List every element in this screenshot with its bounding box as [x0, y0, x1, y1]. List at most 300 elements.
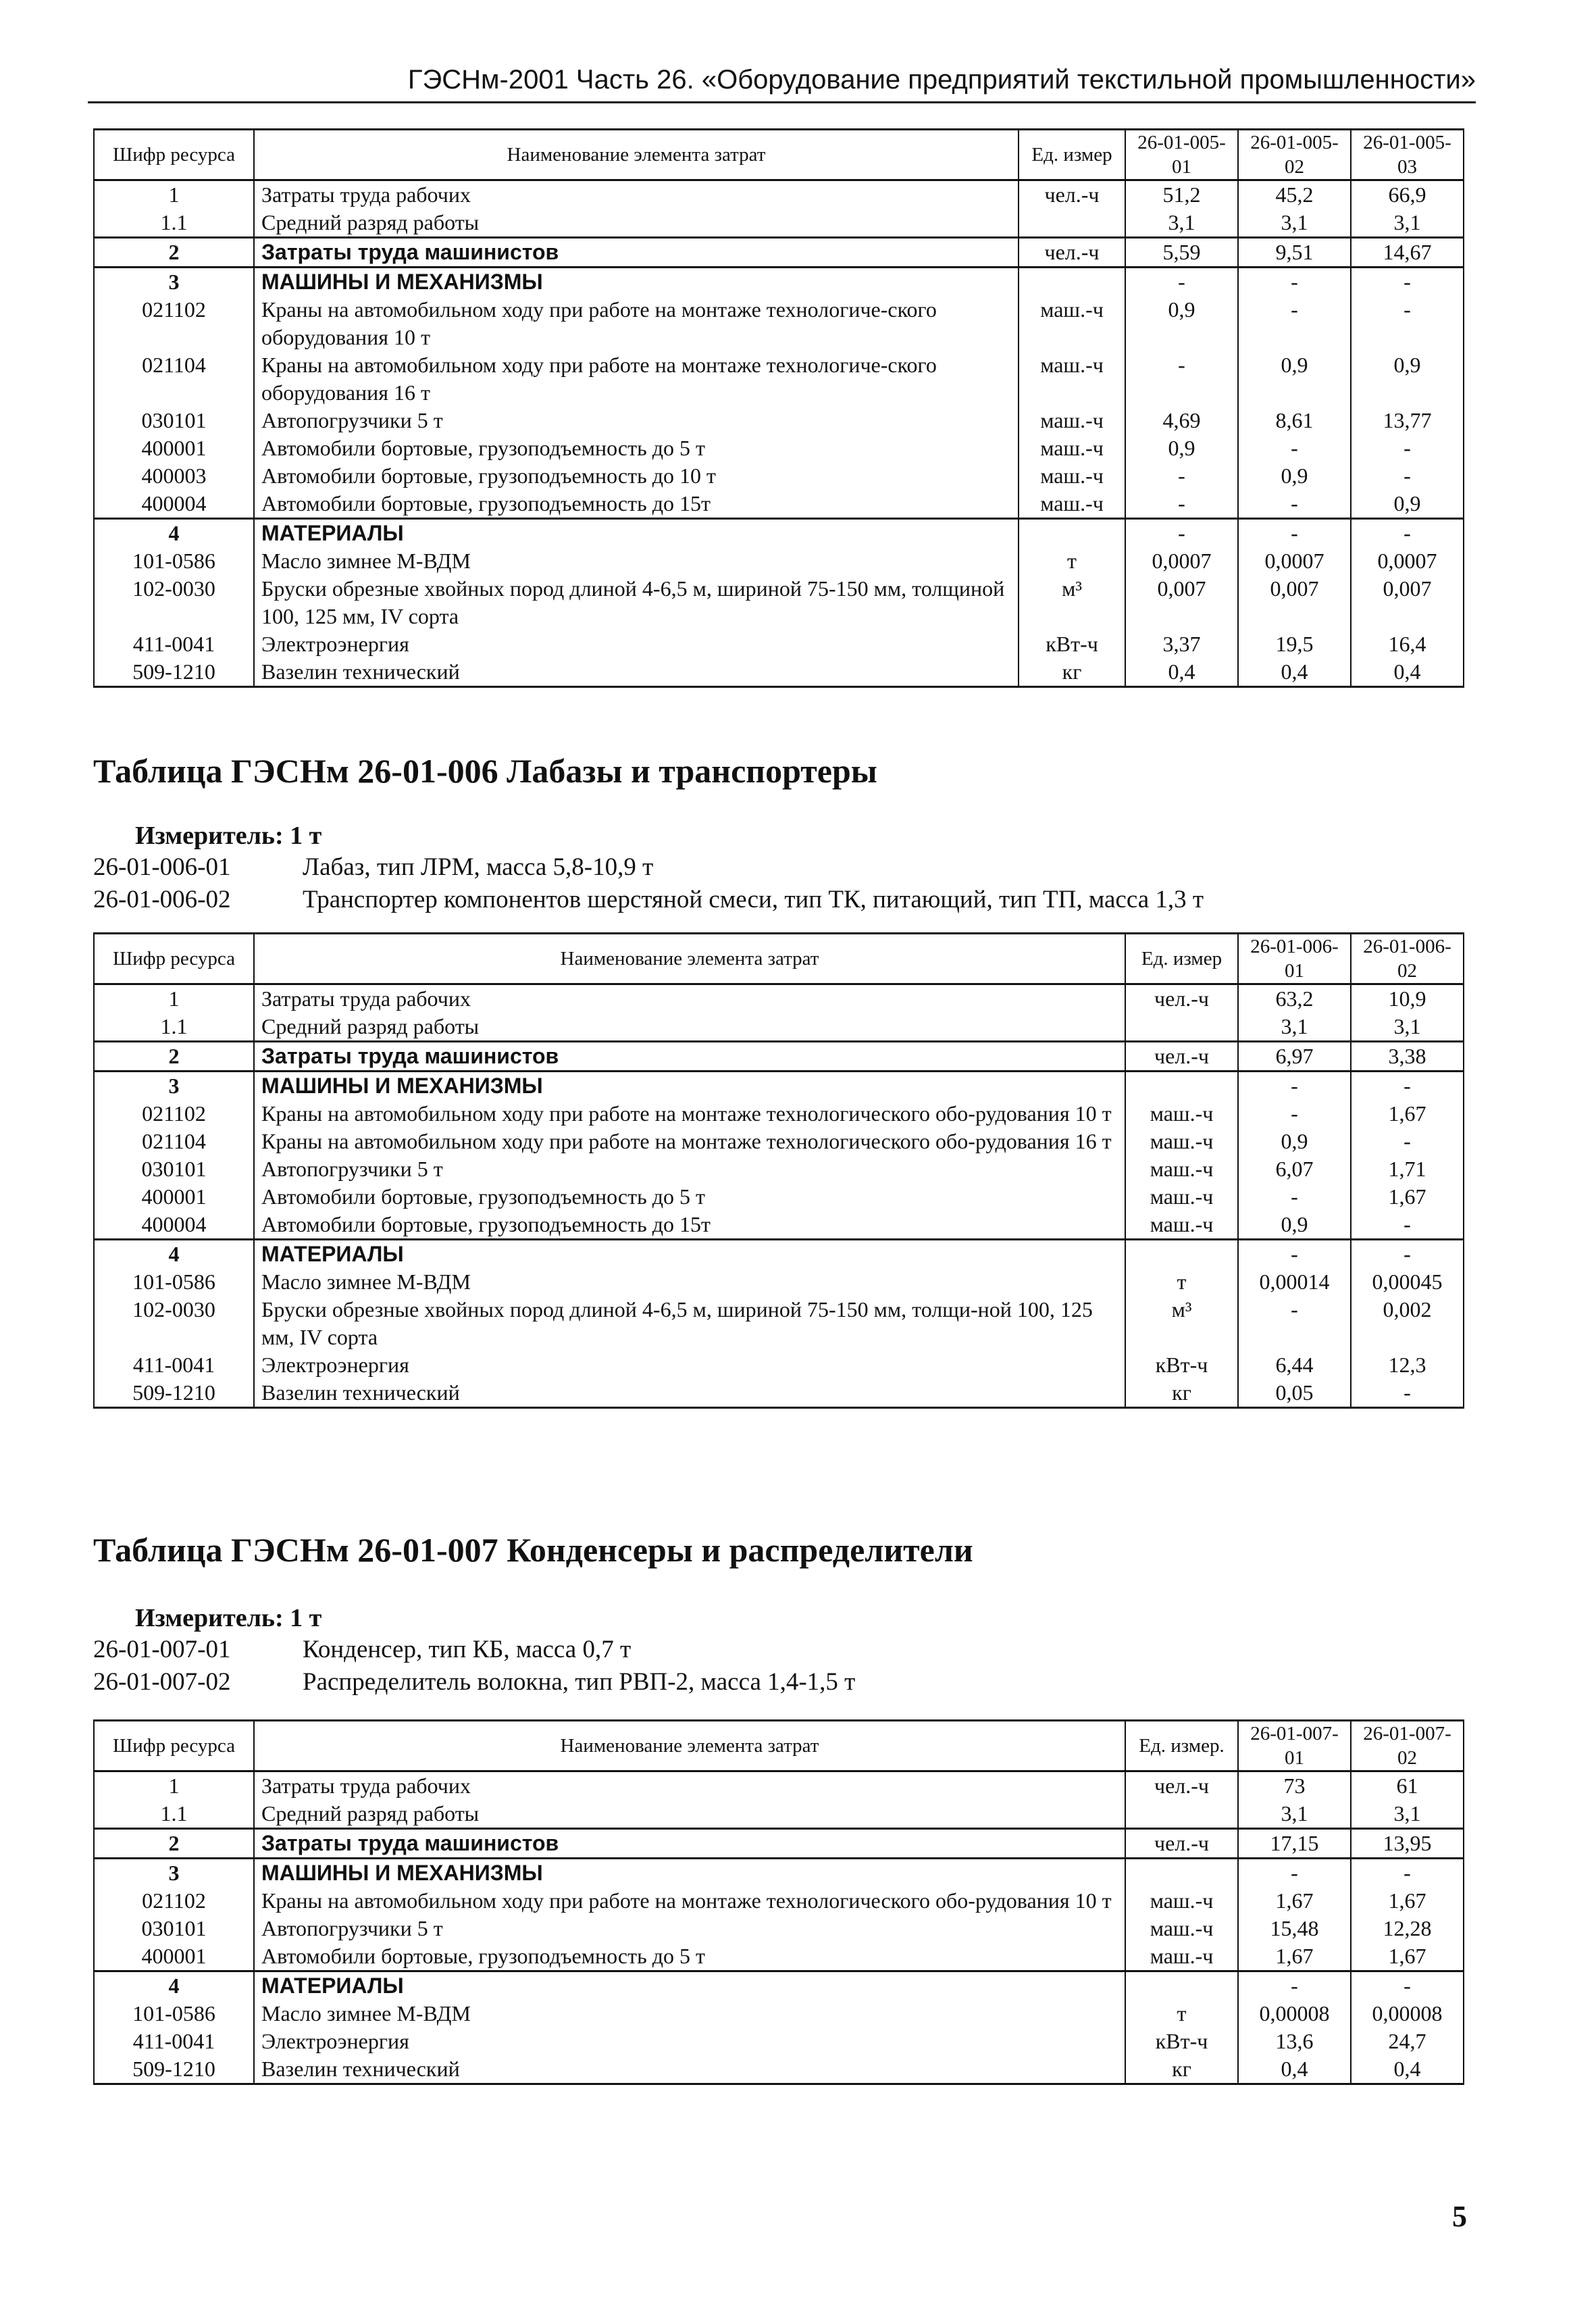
cell-value: 1,67	[1351, 1183, 1464, 1211]
cell-value: 1,67	[1238, 1942, 1351, 1971]
cell-unit: чел.-ч	[1125, 1042, 1238, 1072]
cell-code: 400001	[94, 434, 254, 462]
cell-name: МАШИНЫ И МЕХАНИЗМЫ	[254, 1859, 1125, 1888]
cell-unit: кг	[1019, 658, 1125, 687]
cell-value: 0,00014	[1238, 1268, 1351, 1296]
cell-name: Средний разряд работы	[254, 1013, 1125, 1042]
cell-code: 400001	[94, 1942, 254, 1971]
cell-unit: чел.-ч	[1125, 1829, 1238, 1859]
cell-name: Электроэнергия	[254, 2028, 1125, 2055]
meter-006	[135, 821, 321, 851]
table-row	[94, 1155, 1464, 1183]
cell-value: 17,15	[1238, 1829, 1351, 1859]
cell-unit	[1125, 1240, 1238, 1269]
table-title-006: Таблица ГЭСНм 26-01-006 Лабазы и транспортеры	[93, 752, 877, 790]
cell-unit: чел.-ч	[1019, 238, 1125, 268]
cell-code: 400004	[94, 1211, 254, 1240]
table-header-row	[94, 1721, 1464, 1771]
cell-name: Автомобили бортовые, грузоподъемность до 5 т	[254, 1942, 1125, 1971]
resource-table-005	[93, 128, 1464, 688]
resource-table-006	[93, 932, 1464, 1409]
cell-value: -	[1351, 462, 1464, 490]
table-row	[94, 238, 1464, 268]
cell-code: 021102	[94, 1100, 254, 1128]
cell-value: 3,1	[1238, 209, 1351, 238]
cell-value: 0,00008	[1238, 2000, 1351, 2028]
cell-value: 12,3	[1351, 1351, 1464, 1379]
cell-value: 1,67	[1351, 1942, 1464, 1971]
table-row	[94, 180, 1464, 209]
cell-value: 73	[1238, 1771, 1351, 1801]
cell-unit: кг	[1125, 1379, 1238, 1408]
cell-value: -	[1238, 490, 1351, 519]
table-row	[94, 630, 1464, 658]
col-header-name: Наименование элемента затрат	[254, 1721, 1125, 1771]
cell-value: 1,67	[1238, 1887, 1351, 1915]
cell-value: 4,69	[1125, 407, 1238, 434]
cell-unit: маш.-ч	[1125, 1887, 1238, 1915]
table-row	[94, 1268, 1464, 1296]
table-row	[94, 1211, 1464, 1240]
col-header-norm: 26-01-006-01	[1238, 934, 1351, 984]
cell-value: 6,97	[1238, 1042, 1351, 1072]
cell-unit: маш.-ч	[1125, 1128, 1238, 1155]
cell-value: 0,4	[1351, 658, 1464, 687]
cell-value: 51,2	[1125, 180, 1238, 209]
cell-code: 1.1	[94, 209, 254, 238]
cell-name: Средний разряд работы	[254, 1800, 1125, 1829]
cell-code: 030101	[94, 407, 254, 434]
table-row	[94, 1042, 1464, 1072]
cell-value: -	[1351, 1128, 1464, 1155]
cell-value: -	[1351, 434, 1464, 462]
cell-value: -	[1125, 268, 1238, 297]
cell-name: Автомобили бортовые, грузоподъемность до 5 т	[254, 1183, 1125, 1211]
cell-value: 6,07	[1238, 1155, 1351, 1183]
cell-code: 1.1	[94, 1800, 254, 1829]
cell-code: 3	[94, 1859, 254, 1888]
cell-name: Автомобили бортовые, грузоподъемность до 10 т	[254, 462, 1019, 490]
cell-value: 0,0007	[1238, 547, 1351, 575]
cell-value: -	[1351, 519, 1464, 548]
cell-name: Краны на автомобильном ходу при работе на монтаже технологического обо-рудования 16 т	[254, 1128, 1125, 1155]
table-row	[94, 1829, 1464, 1859]
cell-code: 102-0030	[94, 1296, 254, 1351]
cell-value: -	[1238, 296, 1351, 351]
cell-value: -	[1351, 296, 1464, 351]
cell-name: Вазелин технический	[254, 658, 1019, 687]
col-header-name: Наименование элемента затрат	[254, 130, 1019, 180]
cell-value: 13,95	[1351, 1829, 1464, 1859]
cell-name: МАТЕРИАЛЫ	[254, 1971, 1125, 2001]
cell-value: 24,7	[1351, 2028, 1464, 2055]
cell-unit: чел.-ч	[1125, 1771, 1238, 1801]
resource-table-007	[93, 1719, 1464, 2085]
cell-unit: маш.-ч	[1019, 407, 1125, 434]
cell-value: -	[1238, 1971, 1351, 2001]
col-header-unit: Ед. измер	[1125, 934, 1238, 984]
cell-unit	[1125, 1013, 1238, 1042]
cell-code: 030101	[94, 1915, 254, 1942]
col-header-unit: Ед. измер.	[1125, 1721, 1238, 1771]
cell-value: 0,4	[1238, 2055, 1351, 2084]
col-header-code: Шифр ресурса	[94, 130, 254, 180]
cell-value: 0,007	[1125, 575, 1238, 630]
cell-name: Автопогрузчики 5 т	[254, 1915, 1125, 1942]
table-row	[94, 1183, 1464, 1211]
cell-unit	[1019, 209, 1125, 238]
table-row	[94, 1887, 1464, 1915]
cell-name: Затраты труда рабочих	[254, 1771, 1125, 1801]
cell-value: -	[1238, 1183, 1351, 1211]
table-row	[94, 1240, 1464, 1269]
cell-value: 3,1	[1238, 1800, 1351, 1829]
cell-unit	[1019, 268, 1125, 297]
cell-unit: маш.-ч	[1125, 1183, 1238, 1211]
cell-value: 13,6	[1238, 2028, 1351, 2055]
cell-value: -	[1351, 268, 1464, 297]
cell-unit	[1125, 1800, 1238, 1829]
cell-name: Электроэнергия	[254, 1351, 1125, 1379]
cell-name: Автомобили бортовые, грузоподъемность до 15т	[254, 1211, 1125, 1240]
cell-code: 509-1210	[94, 1379, 254, 1408]
cell-value: 0,9	[1125, 434, 1238, 462]
cell-name: МАШИНЫ И МЕХАНИЗМЫ	[254, 1072, 1125, 1101]
cell-name: Бруски обрезные хвойных пород длиной 4-6,5 м, шириной 75-150 мм, толщи-ной 100, 125 мм, IV сорта	[254, 1296, 1125, 1351]
cell-value: 0,00008	[1351, 2000, 1464, 2028]
col-header-norm: 26-01-007-01	[1238, 1721, 1351, 1771]
cell-value: 3,1	[1351, 1800, 1464, 1829]
col-header-name: Наименование элемента затрат	[254, 934, 1125, 984]
cell-value: 3,37	[1125, 630, 1238, 658]
cell-name: Краны на автомобильном ходу при работе на монтаже технологиче-ского оборудования 10 т	[254, 296, 1019, 351]
cell-code: 2	[94, 238, 254, 268]
cell-value: 0,0007	[1125, 547, 1238, 575]
cell-unit: т	[1125, 2000, 1238, 2028]
cell-value: 0,9	[1125, 296, 1238, 351]
norm-item	[93, 1667, 855, 1696]
meter-value: 1 т	[290, 822, 322, 850]
cell-name: Вазелин технический	[254, 1379, 1125, 1408]
norm-text: Лабаз, тип ЛРМ, масса 5,8-10,9 т	[303, 853, 654, 881]
cell-value: 0,9	[1238, 1128, 1351, 1155]
table-header-row	[94, 934, 1464, 984]
norm-text: Конденсер, тип КБ, масса 0,7 т	[303, 1636, 632, 1663]
table-row	[94, 1800, 1464, 1829]
meter-value: 1 т	[290, 1604, 322, 1632]
cell-unit: маш.-ч	[1125, 1155, 1238, 1183]
col-header-unit: Ед. измер	[1019, 130, 1125, 180]
cell-code: 021104	[94, 351, 254, 407]
cell-value: 3,1	[1238, 1013, 1351, 1042]
cell-code: 030101	[94, 1155, 254, 1183]
page-number: 5	[1452, 2200, 1467, 2233]
cell-value: 10,9	[1351, 984, 1464, 1013]
cell-value: -	[1125, 462, 1238, 490]
cell-code: 509-1210	[94, 658, 254, 687]
cell-name: Автомобили бортовые, грузоподъемность до 5 т	[254, 434, 1019, 462]
cell-value: -	[1238, 1859, 1351, 1888]
cell-value: 0,9	[1351, 490, 1464, 519]
cell-value: -	[1351, 1240, 1464, 1269]
cell-code: 411-0041	[94, 1351, 254, 1379]
cell-value: 66,9	[1351, 180, 1464, 209]
cell-unit: м³	[1019, 575, 1125, 630]
cell-name: Электроэнергия	[254, 630, 1019, 658]
table-header-row	[94, 130, 1464, 180]
cell-unit: маш.-ч	[1019, 351, 1125, 407]
norm-code: 26-01-006-01	[93, 853, 231, 881]
col-header-code: Шифр ресурса	[94, 1721, 254, 1771]
cell-value: 3,1	[1351, 209, 1464, 238]
cell-unit	[1019, 519, 1125, 548]
table-row	[94, 658, 1464, 687]
table-row	[94, 209, 1464, 238]
cell-unit: кВт-ч	[1125, 1351, 1238, 1379]
table-row	[94, 351, 1464, 407]
cell-code: 3	[94, 268, 254, 297]
cell-value: 9,51	[1238, 238, 1351, 268]
col-header-norm: 26-01-007-02	[1351, 1721, 1464, 1771]
table-row	[94, 547, 1464, 575]
page-header: ГЭСНм-2001 Часть 26. «Оборудование предприятий текстильной промышленности»	[407, 65, 1476, 95]
cell-unit	[1125, 1971, 1238, 2001]
cell-code: 4	[94, 1971, 254, 2001]
table-row	[94, 1351, 1464, 1379]
cell-value: -	[1351, 1211, 1464, 1240]
col-header-norm: 26-01-005-03	[1351, 130, 1464, 180]
table-row	[94, 1379, 1464, 1408]
cell-unit: маш.-ч	[1125, 1942, 1238, 1971]
cell-value: -	[1238, 1072, 1351, 1101]
cell-value: 1,67	[1351, 1887, 1464, 1915]
cell-name: Затраты труда машинистов	[254, 1829, 1125, 1859]
table-row	[94, 1072, 1464, 1101]
cell-name: Краны на автомобильном ходу при работе на монтаже технологиче-ского оборудования 16 т	[254, 351, 1019, 407]
cell-value: 15,48	[1238, 1915, 1351, 1942]
cell-unit: маш.-ч	[1125, 1211, 1238, 1240]
cell-value: -	[1351, 1072, 1464, 1101]
cell-unit: кВт-ч	[1019, 630, 1125, 658]
cell-name: МАТЕРИАЛЫ	[254, 1240, 1125, 1269]
cell-code: 021104	[94, 1128, 254, 1155]
norm-text: Транспортер компонентов шерстяной смеси, тип ТК, питающий, тип ТП, масса 1,3 т	[303, 886, 1204, 913]
cell-value: 0,4	[1125, 658, 1238, 687]
cell-name: Масло зимнее М-ВДМ	[254, 547, 1019, 575]
cell-value: 0,00045	[1351, 1268, 1464, 1296]
cell-value: 3,38	[1351, 1042, 1464, 1072]
cell-name: Затраты труда рабочих	[254, 984, 1125, 1013]
cell-value: 3,1	[1351, 1013, 1464, 1042]
cell-name: Затраты труда рабочих	[254, 180, 1019, 209]
cell-unit: маш.-ч	[1125, 1915, 1238, 1942]
cell-code: 4	[94, 519, 254, 548]
cell-name: Масло зимнее М-ВДМ	[254, 2000, 1125, 2028]
table-row	[94, 296, 1464, 351]
cell-value: -	[1238, 1240, 1351, 1269]
cell-unit: кг	[1125, 2055, 1238, 2084]
meter-label: Измеритель:	[135, 822, 284, 850]
norm-item	[93, 1635, 631, 1664]
cell-unit: т	[1125, 1268, 1238, 1296]
col-header-norm: 26-01-005-02	[1238, 130, 1351, 180]
table-row	[94, 1915, 1464, 1942]
cell-unit: кВт-ч	[1125, 2028, 1238, 2055]
meter-007	[135, 1603, 321, 1633]
cell-value: -	[1125, 490, 1238, 519]
table-row	[94, 2028, 1464, 2055]
cell-value: -	[1238, 1296, 1351, 1351]
cell-unit: маш.-ч	[1019, 490, 1125, 519]
cell-name: Краны на автомобильном ходу при работе на монтаже технологического обо-рудования 10 т	[254, 1887, 1125, 1915]
cell-value: 0,002	[1351, 1296, 1464, 1351]
cell-value: -	[1238, 1100, 1351, 1128]
cell-name: Бруски обрезные хвойных пород длиной 4-6,5 м, шириной 75-150 мм, толщиной 100, 125 мм, IV сорта	[254, 575, 1019, 630]
cell-value: -	[1351, 1971, 1464, 2001]
cell-unit: маш.-ч	[1019, 296, 1125, 351]
cell-value: 19,5	[1238, 630, 1351, 658]
cell-name: Вазелин технический	[254, 2055, 1125, 2084]
cell-value: 0,4	[1351, 2055, 1464, 2084]
norm-text: Распределитель волокна, тип РВП-2, масса 1,4-1,5 т	[303, 1668, 856, 1696]
cell-value: 5,59	[1125, 238, 1238, 268]
table-row	[94, 1100, 1464, 1128]
cell-value: 0,05	[1238, 1379, 1351, 1408]
cell-value: -	[1238, 434, 1351, 462]
cell-name: Автомобили бортовые, грузоподъемность до 15т	[254, 490, 1019, 519]
cell-code: 101-0586	[94, 547, 254, 575]
cell-unit	[1125, 1859, 1238, 1888]
cell-value: 14,67	[1351, 238, 1464, 268]
cell-value: 12,28	[1351, 1915, 1464, 1942]
cell-name: Затраты труда машинистов	[254, 1042, 1125, 1072]
cell-code: 411-0041	[94, 630, 254, 658]
cell-value: -	[1238, 268, 1351, 297]
table-row	[94, 1859, 1464, 1888]
table-row	[94, 1013, 1464, 1042]
norm-item	[93, 885, 1204, 914]
table-row	[94, 2000, 1464, 2028]
cell-value: -	[1125, 519, 1238, 548]
cell-unit	[1125, 1072, 1238, 1101]
cell-code: 4	[94, 1240, 254, 1269]
cell-code: 2	[94, 1042, 254, 1072]
table-row	[94, 268, 1464, 297]
cell-name: Автопогрузчики 5 т	[254, 407, 1019, 434]
cell-value: 0,0007	[1351, 547, 1464, 575]
meter-label: Измеритель:	[135, 1604, 284, 1632]
cell-name: Масло зимнее М-ВДМ	[254, 1268, 1125, 1296]
header-rule	[88, 101, 1476, 103]
cell-value: 13,77	[1351, 407, 1464, 434]
col-header-norm: 26-01-006-02	[1351, 934, 1464, 984]
cell-name: МАШИНЫ И МЕХАНИЗМЫ	[254, 268, 1019, 297]
col-header-code: Шифр ресурса	[94, 934, 254, 984]
table-row	[94, 462, 1464, 490]
norm-code: 26-01-007-02	[93, 1668, 231, 1696]
cell-value: 8,61	[1238, 407, 1351, 434]
cell-code: 102-0030	[94, 575, 254, 630]
cell-unit: маш.-ч	[1019, 462, 1125, 490]
cell-code: 509-1210	[94, 2055, 254, 2084]
cell-name: Затраты труда машинистов	[254, 238, 1019, 268]
cell-value: 0,007	[1238, 575, 1351, 630]
cell-value: 6,44	[1238, 1351, 1351, 1379]
cell-name: Краны на автомобильном ходу при работе на монтаже технологического обо-рудования 10 т	[254, 1100, 1125, 1128]
cell-code: 400001	[94, 1183, 254, 1211]
cell-value: 0,4	[1238, 658, 1351, 687]
cell-value: -	[1238, 519, 1351, 548]
norm-code: 26-01-006-02	[93, 886, 231, 913]
table-row	[94, 1128, 1464, 1155]
cell-value: 0,9	[1238, 462, 1351, 490]
cell-value: 0,007	[1351, 575, 1464, 630]
cell-code: 1	[94, 984, 254, 1013]
norm-item	[93, 853, 653, 882]
cell-name: Средний разряд работы	[254, 209, 1019, 238]
cell-value: 0,9	[1351, 351, 1464, 407]
cell-code: 021102	[94, 1887, 254, 1915]
cell-code: 2	[94, 1829, 254, 1859]
table-row	[94, 407, 1464, 434]
table-row	[94, 519, 1464, 548]
cell-code: 1	[94, 180, 254, 209]
cell-code: 3	[94, 1072, 254, 1101]
cell-code: 021102	[94, 296, 254, 351]
table-row	[94, 575, 1464, 630]
cell-unit: маш.-ч	[1019, 434, 1125, 462]
cell-unit: м³	[1125, 1296, 1238, 1351]
cell-value: -	[1351, 1379, 1464, 1408]
cell-name: Автопогрузчики 5 т	[254, 1155, 1125, 1183]
cell-code: 400004	[94, 490, 254, 519]
cell-unit: маш.-ч	[1125, 1100, 1238, 1128]
cell-value: 61	[1351, 1771, 1464, 1801]
cell-unit: чел.-ч	[1125, 984, 1238, 1013]
cell-unit: т	[1019, 547, 1125, 575]
table-row	[94, 1971, 1464, 2001]
table-row	[94, 1771, 1464, 1801]
cell-code: 1	[94, 1771, 254, 1801]
cell-code: 400003	[94, 462, 254, 490]
cell-value: 45,2	[1238, 180, 1351, 209]
table-row	[94, 1296, 1464, 1351]
cell-name: МАТЕРИАЛЫ	[254, 519, 1019, 548]
table-row	[94, 434, 1464, 462]
table-row	[94, 490, 1464, 519]
cell-unit: чел.-ч	[1019, 180, 1125, 209]
col-header-norm: 26-01-005-01	[1125, 130, 1238, 180]
table-row	[94, 1942, 1464, 1971]
norm-code: 26-01-007-01	[93, 1636, 231, 1663]
cell-value: -	[1125, 351, 1238, 407]
table-row	[94, 2055, 1464, 2084]
table-row	[94, 984, 1464, 1013]
cell-value: 1,71	[1351, 1155, 1464, 1183]
cell-value: 0,9	[1238, 1211, 1351, 1240]
cell-code: 101-0586	[94, 1268, 254, 1296]
cell-code: 1.1	[94, 1013, 254, 1042]
table-title-007: Таблица ГЭСНм 26-01-007 Конденсеры и распределители	[93, 1531, 973, 1569]
cell-value: 16,4	[1351, 630, 1464, 658]
cell-code: 411-0041	[94, 2028, 254, 2055]
cell-value: 3,1	[1125, 209, 1238, 238]
cell-code: 101-0586	[94, 2000, 254, 2028]
cell-value: -	[1351, 1859, 1464, 1888]
cell-value: 0,9	[1238, 351, 1351, 407]
cell-value: 63,2	[1238, 984, 1351, 1013]
cell-value: 1,67	[1351, 1100, 1464, 1128]
